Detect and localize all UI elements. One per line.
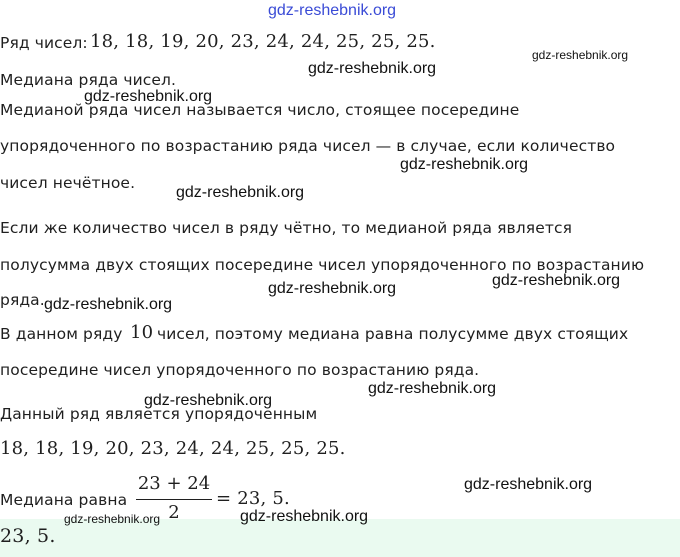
even-definition-line: ряда. bbox=[0, 291, 45, 309]
watermark: gdz-reshebnik.org bbox=[492, 272, 621, 289]
watermark: gdz-reshebnik.org bbox=[268, 2, 397, 19]
watermark: gdz-reshebnik.org bbox=[64, 512, 161, 526]
count-line-2: посередине чисел упорядоченного по возрастанию ряда. bbox=[0, 361, 480, 379]
definition-line: чисел нечётное. bbox=[0, 174, 136, 192]
median-calc-label: Медиана равна bbox=[0, 491, 128, 509]
series-numbers: 18, 18, 19, 20, 23, 24, 24, 25, 25, 25. bbox=[90, 31, 436, 52]
watermark: gdz-reshebnik.org bbox=[176, 184, 305, 201]
answer-value: 23, 5. bbox=[0, 525, 56, 547]
even-definition-line: полусумма двух стоящих посередине чисел упорядоченного по возрастанию bbox=[0, 256, 645, 274]
watermark: gdz-reshebnik.org bbox=[240, 508, 369, 525]
watermark: gdz-reshebnik.org bbox=[464, 476, 593, 493]
definition-line: Медианой ряда чисел называется число, стоящее посередине bbox=[0, 101, 520, 119]
watermark: gdz-reshebnik.org bbox=[268, 280, 397, 297]
ordered-label: Данный ряд является упорядоченным bbox=[0, 405, 318, 423]
median-heading: Медиана ряда чисел. bbox=[0, 71, 177, 89]
count-line-before: В данном ряду bbox=[0, 325, 123, 343]
watermark: gdz-reshebnik.org bbox=[532, 48, 629, 62]
watermark: gdz-reshebnik.org bbox=[44, 296, 173, 313]
ordered-numbers: 18, 18, 19, 20, 23, 24, 24, 25, 25, 25. bbox=[0, 438, 346, 459]
watermark: gdz-reshebnik.org bbox=[144, 392, 273, 409]
fraction-bar bbox=[136, 499, 212, 500]
count-number: 10 bbox=[130, 322, 154, 343]
even-definition-line: Если же количество чисел в ряду чётно, то медианой ряда является bbox=[0, 219, 573, 237]
definition-line: упорядоченного по возрастанию ряда чисел — в случае, если количество bbox=[0, 137, 616, 155]
count-line-after: чисел, поэтому медиана равна полусумме двух стоящих bbox=[157, 325, 629, 343]
watermark: gdz-reshebnik.org bbox=[308, 60, 437, 77]
fraction-numerator: 23 + 24 bbox=[137, 473, 211, 494]
watermark: gdz-reshebnik.org bbox=[368, 380, 497, 397]
fraction-denominator: 2 bbox=[168, 502, 180, 523]
watermark: gdz-reshebnik.org bbox=[400, 156, 529, 173]
series-label: Ряд чисел: bbox=[0, 34, 88, 52]
watermark: gdz-reshebnik.org bbox=[84, 88, 213, 105]
median-result: = 23, 5. bbox=[216, 488, 290, 509]
